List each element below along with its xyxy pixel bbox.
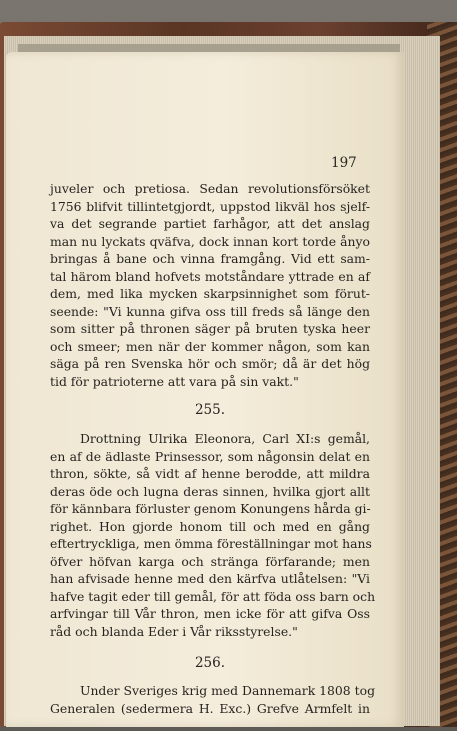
text-line: hafve tagit eder till gemål, för att föda oss barn och <box>50 588 376 604</box>
paragraph-2 <box>50 430 376 641</box>
section-heading-256: 256. <box>194 655 226 671</box>
text-line: Drottning Ulrika Eleonora, Carl XI:s gemål, <box>80 431 370 446</box>
text-line: juveler och pretiosa. Sedan revolutionsförsöket <box>50 181 370 196</box>
text-line: och smeer; men när der kommer någon, som kan <box>50 338 370 354</box>
text-line: Generalen (sedermera H. Exc.) Grefve Armfelt in <box>50 700 370 716</box>
text-line: bringas å bane och vinna framgång. Vid ett sam- <box>50 251 370 267</box>
text-line: 1756 blifvit tillintetgjordt, uppstod likväl hos sjelf- <box>50 198 370 214</box>
text-line: seende: "Vi kunna gifva oss till freds så länge den <box>50 303 370 319</box>
text-line: som sitter på thronen säger på bruten tyska heer <box>50 321 370 337</box>
text-line: dem, med lika mycken skarpsinnighet som förut- <box>50 286 370 302</box>
text-line: tid för patrioterne att vara på sin vakt." <box>50 374 299 390</box>
text-line: deras öde och lugna deras sinnen, hvilka gjort allt <box>50 483 370 499</box>
text-line: Under Sveriges krig med Dannemark 1808 tog <box>80 683 375 698</box>
section-heading-255: 255. <box>194 402 226 418</box>
text-line: arfvingar till Vår thron, men icke för att gifva Oss <box>50 606 370 622</box>
text-line: säga på ren Svenska hör och smör; då är det hög <box>50 356 370 372</box>
text-line: en af de ädlaste Prinsessor, som någonsin delat en <box>50 448 370 464</box>
text-line: tal härom bland hofvets motståndare yttrade en af <box>50 268 370 284</box>
text-line: thron, sökte, så vidt af henne berodde, att mildra <box>50 466 370 482</box>
text-line: råd och blanda Eder i Vår riksstyrelse." <box>50 624 298 640</box>
page-number: 197 <box>331 155 357 171</box>
text-line: för kännbara förluster genom Konungens hårda gi- <box>50 501 371 517</box>
text-line: han afvisade henne med den kärfva utlåtelsen: "Vi <box>50 571 370 587</box>
paragraph-1 <box>50 180 370 391</box>
paragraph-3 <box>50 682 375 717</box>
text-line: righet. Hon gjorde honom till och med en gång <box>50 518 370 534</box>
text-line: öfver höfvan karga och stränga förfarande; men <box>50 553 370 569</box>
text-line: man nu lyckats qväfva, dock innan kort torde ånyo <box>50 233 370 249</box>
text-line: va det segrande partiet farhågor, att det anslag <box>50 216 370 232</box>
text-line: eftertryckliga, men ömma föreställningar mot hans <box>50 536 372 552</box>
book-page <box>6 52 404 727</box>
